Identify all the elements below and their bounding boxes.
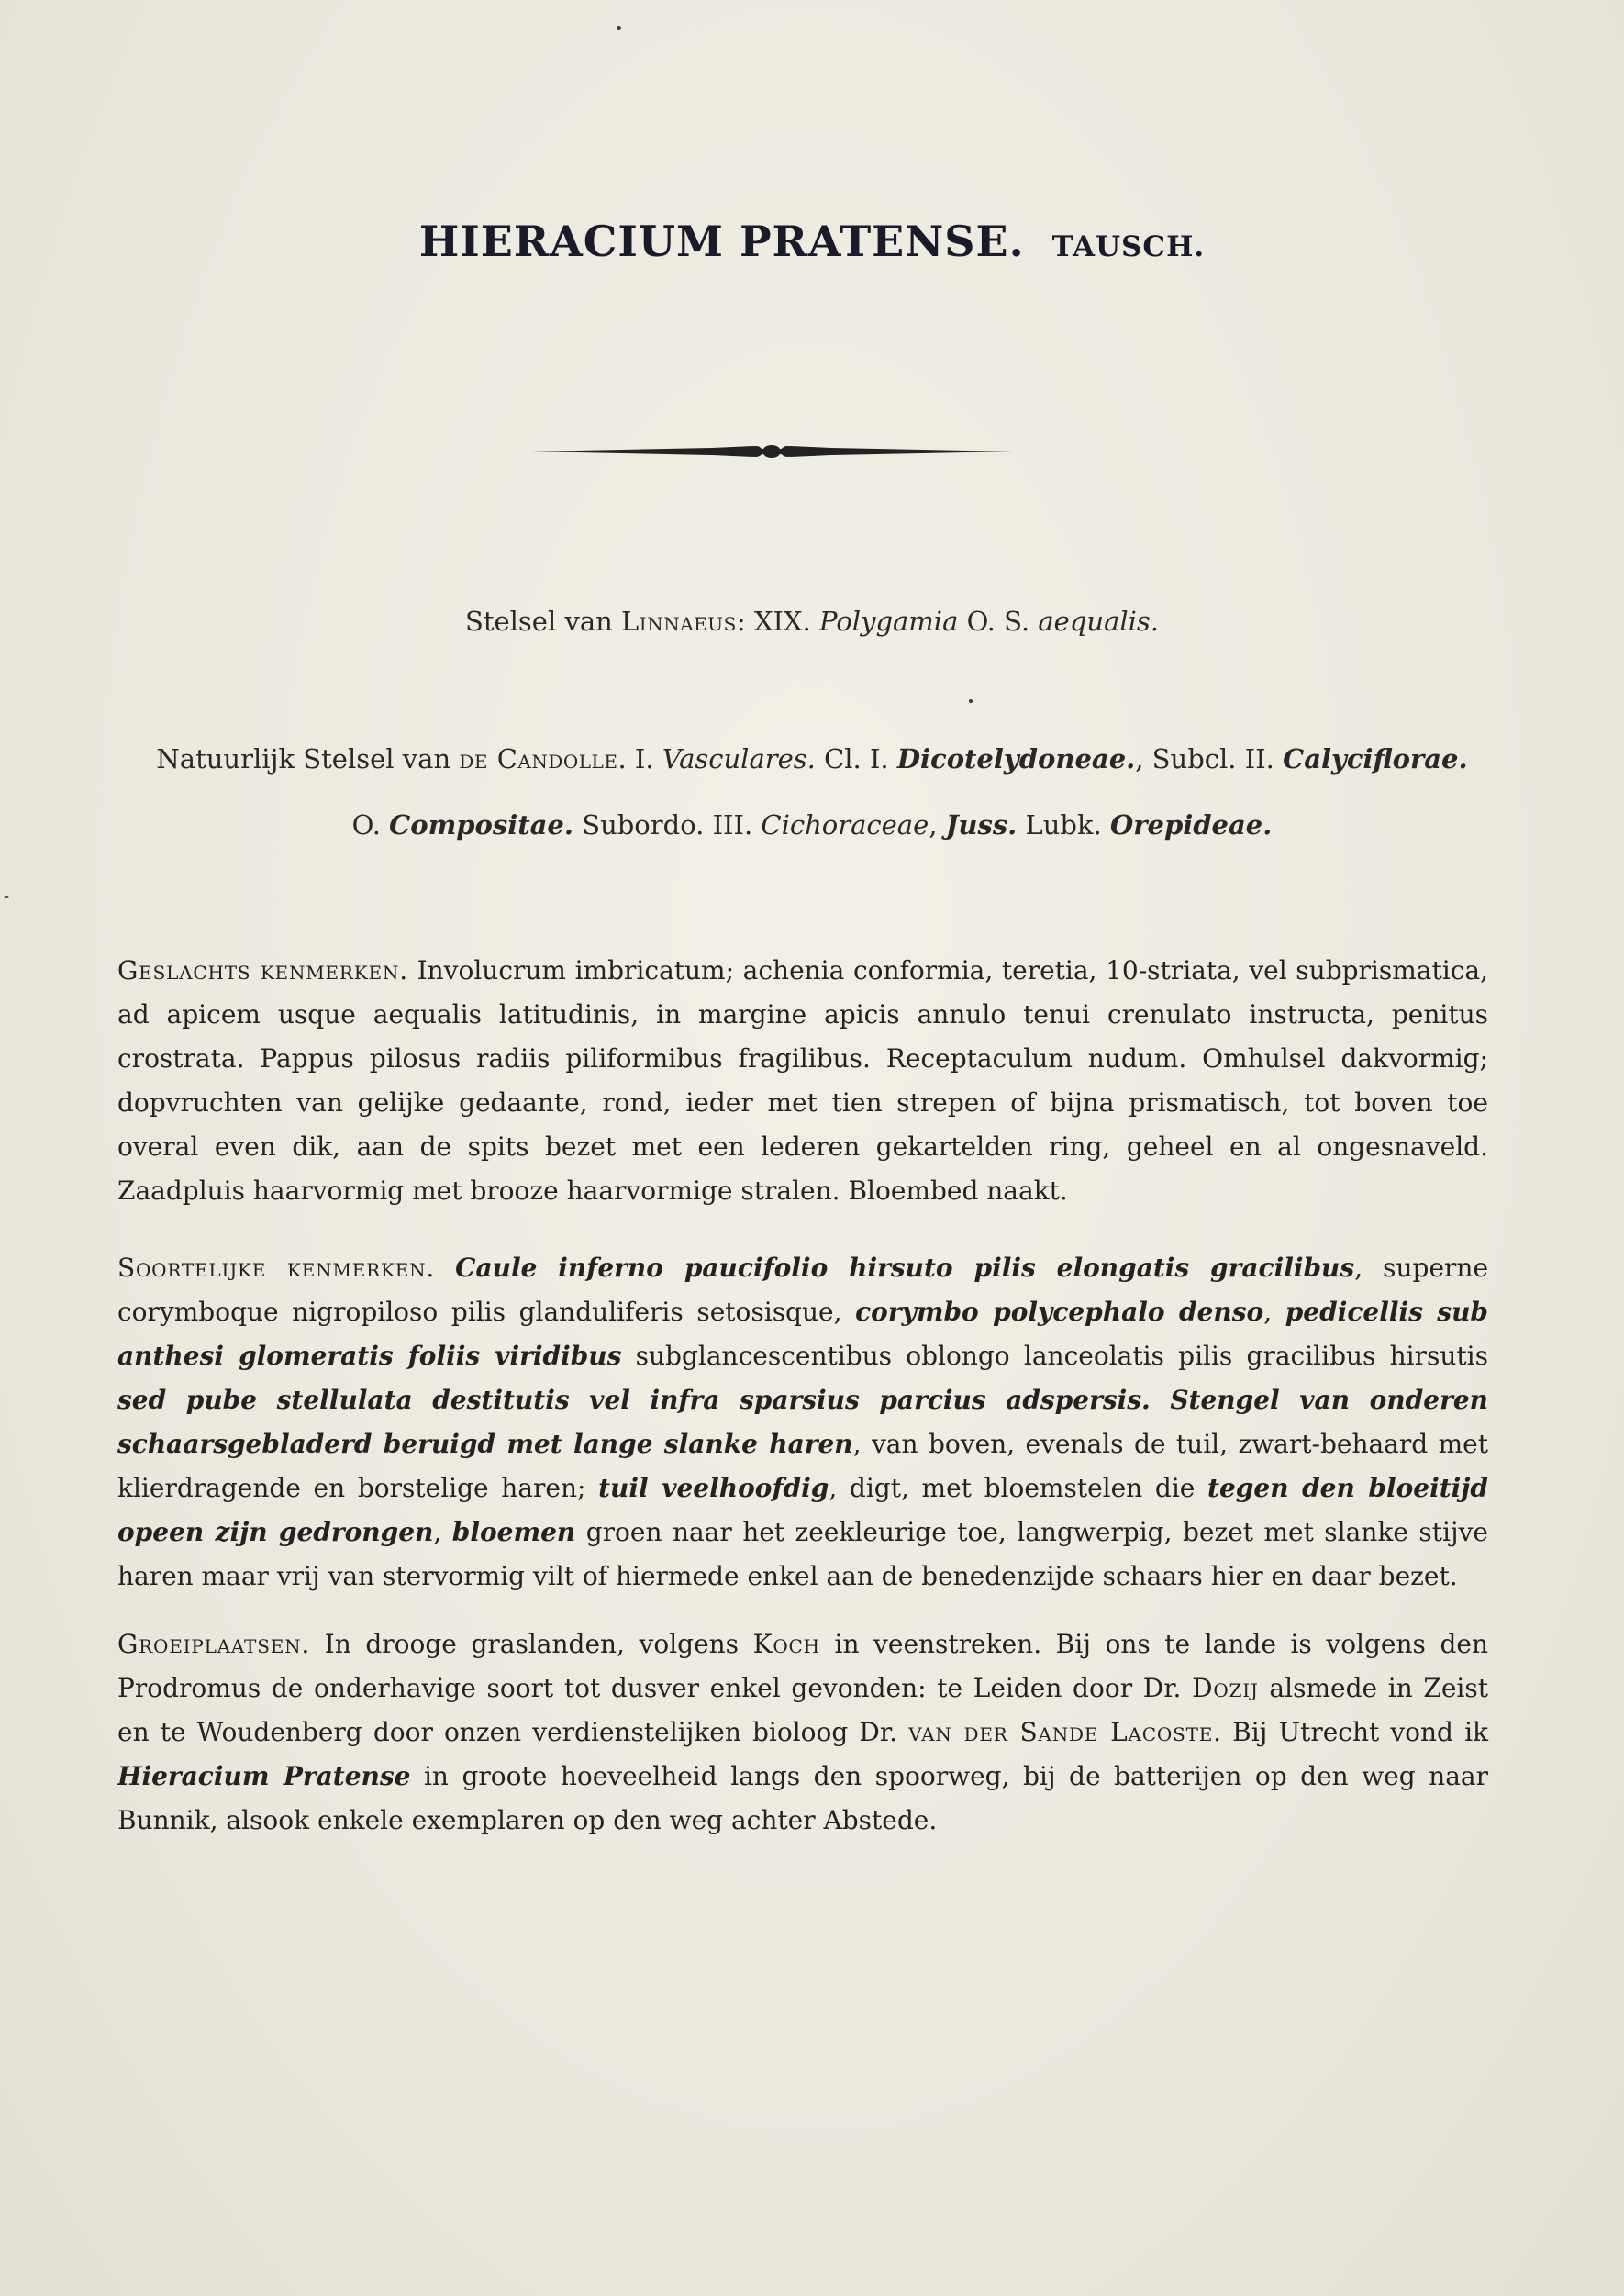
linnaeus-name: Linnaeus xyxy=(621,606,737,637)
italic-text: bloemen xyxy=(451,1517,576,1547)
paragraph-text: , digt, met bloemstelen die xyxy=(829,1473,1208,1503)
text-span: , xyxy=(929,809,946,841)
person-name: Koch xyxy=(752,1629,820,1659)
authority-name: Juss. xyxy=(945,809,1018,841)
text-span: Natuurlijk Stelsel van xyxy=(156,743,460,775)
paper-speck xyxy=(617,26,621,30)
suborder-name: aequalis. xyxy=(1038,606,1160,637)
italic-text: sed pube stellulata destitutis vel infra sparsius parcius adspersis. Stengel van onderen schaarsgebladerd beruigd met lange slanke haren xyxy=(117,1385,1488,1459)
section-label: Groeiplaatsen. xyxy=(117,1629,311,1659)
candolle-name: de Candolle xyxy=(459,743,618,775)
person-name: Dozij xyxy=(1192,1673,1259,1703)
taxon-name: Dicotelydoneae. xyxy=(896,743,1136,775)
linnaeus-system-line xyxy=(0,606,1624,637)
italic-text: pedicellis sub anthesi glomeratis foliis viridibus xyxy=(117,1297,1489,1371)
genus-characteristics-paragraph xyxy=(117,949,1488,1213)
paragraph-text: In drooge graslanden, volgens xyxy=(310,1629,753,1659)
paper-speck xyxy=(4,896,9,898)
text-span: , Subcl. II. xyxy=(1135,743,1284,775)
section-label: Geslachts kenmerken. xyxy=(117,955,408,986)
text-span: Subordo. III. xyxy=(573,809,762,841)
person-name: van der Sande Lacoste xyxy=(908,1717,1214,1747)
paragraph-text: . Bij Utrecht vond ik xyxy=(1213,1717,1488,1747)
paragraph-text: , van boven, evenals de tuil, zwart-behaard met klierdragende en borstelige haren; xyxy=(117,1429,1488,1503)
italic-text: Caule inferno paucifolio hirsuto pilis elongatis gracilibus xyxy=(455,1253,1355,1283)
candolle-system-line-1 xyxy=(0,743,1624,775)
habitat-paragraph xyxy=(117,1622,1488,1843)
italic-text: tegen den bloeitijd opeen zijn gedrongen xyxy=(117,1473,1488,1547)
taxon-name: Cichoraceae xyxy=(761,809,929,841)
text-span: O. S. xyxy=(958,606,1039,637)
author-abbreviation: TAUSCH. xyxy=(1051,230,1206,263)
paragraph-text: in groote hoeveelheid langs den spoorweg, bij de batterijen op den weg naar Bunnik, alsook enkele exemplaren op den weg achter Abstede. xyxy=(117,1761,1488,1835)
paragraph-text: , superne corymboque nigropiloso pilis glanduliferis setosisque, xyxy=(117,1253,1489,1327)
section-label: Soortelijke kenmerken. xyxy=(117,1253,436,1283)
order-name: Polygamia xyxy=(819,606,959,637)
page-title xyxy=(0,217,1624,266)
paper-speck xyxy=(969,699,973,703)
species-characteristics-paragraph xyxy=(117,1246,1488,1599)
paragraph-text: Involucrum imbricatum; achenia conformia, teretia, 10-striata, vel subprismatica, ad apicem usque aequalis latitudinis, in margine apicis annulo tenui crenulato instructa, penitus crostrata. Pappus pilosus radiis piliformibus fragilibus. Receptaculum nudum. Omhulsel dakvormig; dopvruchten van gelijke gedaante, rond, ieder met tien strepen of bijna prismatisch, tot boven toe overal even dik, aan de spits bezet met een lederen gekartelden ring, geheel en al ongesnaveld. Zaadpluis haarvormig met brooze haarvormige stralen. Bloembed naakt. xyxy=(117,955,1488,1206)
paragraph-text: , xyxy=(1263,1297,1285,1327)
italic-text: Hieracium Pratense xyxy=(117,1761,411,1791)
class-number: XIX. xyxy=(753,606,819,637)
taxon-name: Calyciflorae. xyxy=(1283,743,1468,775)
ornament-divider-icon xyxy=(528,433,1015,470)
paragraph-text: alsmede in Zeist en te Woudenberg door onzen verdienstelijken bioloog Dr. xyxy=(117,1673,1488,1747)
text-span: Stelsel van xyxy=(464,606,622,637)
paragraph-text: in veenstreken. Bij ons te lande is volgens den Prodromus de onderhavige soort tot dusver enkel gevonden: te Leiden door Dr. xyxy=(117,1629,1489,1703)
text-span: Lubk. xyxy=(1017,809,1110,841)
text-span: . I. xyxy=(617,743,662,775)
italic-text: tuil veelhoofdig xyxy=(598,1473,829,1503)
paragraph-text: groen naar het zeekleurige toe, langwerpig, bezet met slanke stijve haren maar vrij van stervormig vilt of hiermede enkel aan de benedenzijde schaars hier en daar bezet. xyxy=(117,1517,1488,1591)
taxon-name: Vasculares. xyxy=(662,743,816,775)
italic-text: corymbo polycephalo denso xyxy=(855,1297,1264,1327)
paragraph-text: subglancescentibus oblongo lanceolatis pilis gracilibus hirsutis xyxy=(621,1341,1488,1371)
text-span: Cl. I. xyxy=(815,743,897,775)
candolle-system-line-2 xyxy=(0,809,1624,841)
taxon-name: Orepideae. xyxy=(1109,809,1273,841)
text-span: : xyxy=(736,606,754,637)
text-span: O. xyxy=(351,809,390,841)
paragraph-text: , xyxy=(433,1517,452,1547)
species-name: HIERACIUM PRATENSE. xyxy=(418,217,1025,266)
taxon-name: Compositae. xyxy=(389,809,573,841)
